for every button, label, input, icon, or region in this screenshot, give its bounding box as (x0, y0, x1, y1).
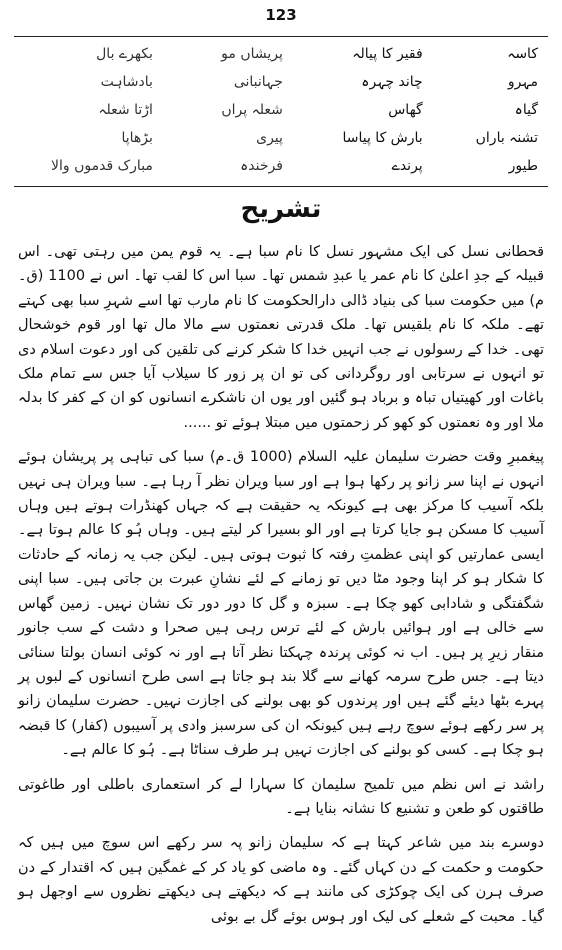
glossary-meaning: فقیر کا پیالہ (352, 46, 423, 62)
glossary-row (22, 96, 542, 124)
glossary-meaning: مبارک قدموں والا (51, 158, 153, 174)
glossary-row (22, 68, 542, 96)
glossary-meaning: بکھرے بال (96, 46, 153, 62)
glossary-term: کاسہ (507, 46, 538, 62)
glossary-term: جہانبانی (233, 74, 283, 90)
glossary-meaning: بارش کا پیاسا (342, 130, 423, 146)
glossary-meaning: چاند چہرہ (361, 74, 423, 90)
glossary-table (22, 40, 542, 180)
page-number: 123 (265, 6, 297, 24)
bottom-rule (14, 186, 548, 187)
glossary-term: شعلہ پراں (221, 102, 283, 118)
glossary-meaning: بادشاہت (100, 74, 153, 90)
glossary-term: گیاہ (514, 102, 538, 118)
paragraph: پیغمبرِ وقت حضرت سلیمان علیہ السلام (1000 ق۔م) سبا کی تباہی پر پریشان ہوئے انہوں نے اپنا سر زانو پر رکھا ہوا ہے اور سبا ویران نظر آ رہا ہے۔ سبا ویران ہی نہیں بلکہ آسیب کا مرکز بھی ہے کیونکہ یہ حقیقت ہے کہ جہاں کھنڈرات ہوتے ہیں وہاں آسیب کا مسکن ہو جایا کرتا ہے اور الو بسیرا کر لیتے ہیں۔ وہاں ہُو کا عالم ہوتا ہے۔ ایسی عمارتیں کو اپنی عظمتِ رفتہ کا ثبوت ہوتی ہیں۔ لیکن جب یہ زمانہ کے حادثات کا شکار ہو کر اپنا وجود مٹا دیں تو زمانے کے لئے نشانِ عبرت بن جاتی ہیں۔ سبا اپنی شگفتگی و شادابی کھو چکا ہے۔ سبزہ و گل کا دور دور تک نشان نہیں۔ زمین گھاس سے خالی ہے اور ہوائیں بارش کے لئے ترس رہی ہیں صحرا و دشت کے سب جانور منقار زیرِ پر ہیں۔ اب نہ کوئی پرندہ چہکتا نظر آتا ہے اور نہ کوئی انسان بولتا سنائی دیتا ہے۔ جس طرح سرمہ کھانے سے گلا بند ہو جاتا ہے اسی طرح انسانوں کے لبوں پر پہرے بٹھا دیئے گئے ہیں اور پرندوں کو بھی بولنے کی اجازت نہیں۔ حضرت سلیمان زانو پر سر رکھے ہوئے سوچ رہے ہیں کیونکہ ان کی سرسبز وادی پر آسیبوں (کفار) کا قبضہ ہو چکا ہے۔ کسی کو بولنے کی اجازت نہیں ہر طرف سناٹا ہے۔ ہُو کا عالم ہے۔ (18, 449, 544, 759)
glossary-row (22, 152, 542, 180)
glossary-row (22, 124, 542, 152)
explanation-body (18, 240, 544, 939)
glossary-term: مہرو (507, 74, 538, 90)
glossary-term: پریشاں مو (221, 46, 283, 62)
paragraph: دوسرے بند میں شاعر کہتا ہے کہ سلیمان زانو پہ سر رکھے اس سوچ میں ہیں کہ حکومت و حکمت کے دن کہاں گئے۔ وہ ماضی کو یاد کر کے غمگین ہیں کہ اقتدار کے دن صرف ہرن کی ایک چوکڑی کی مانند ہے کہ دیکھتے ہی دیکھتے نظروں سے اوجھل ہو گیا۔ محبت کے شعلے کی لیک اور ہوس بوئے گل بے بوئی (18, 835, 544, 925)
glossary-meaning: بڑھاپا (121, 130, 153, 146)
glossary-term: تشنہ باراں (475, 130, 538, 146)
glossary-term: فرخندہ (240, 158, 283, 174)
glossary-meaning: اڑتا شعلہ (98, 102, 153, 118)
section-heading: تشریح (240, 194, 322, 224)
glossary-row (22, 40, 542, 68)
glossary-meaning: پرندے (391, 158, 423, 174)
paragraph: راشد نے اس نظم میں تلمیح سلیمان کا سہارا لے کر استعماری باطلی اور طاغوتی طاقتوں کو طعن و تشنیع کا نشانہ بنایا ہے۔ (18, 776, 544, 817)
glossary-term: طیور (508, 158, 538, 174)
paragraph: قحطانی نسل کی ایک مشہور نسل کا نام سبا ہے۔ یہ قوم یمن میں رہتی تھی۔ اس قبیلہ کے جدِ اعلیٰ کا نام عمر یا عبدِ شمس تھا۔ سبا اس کا لقب تھا۔ اس نے 1100 (ق۔م) میں حکومت سبا کی بنیاد ڈالی دارالحکومت کا نام مارب تھا اسے شہرِ سبا بھی کہتے تھے۔ ملکہ کا نام بلقیس تھا۔ ملک قدرتی نعمتوں سے مالا مال تھا اور قوم خوشحال تھی۔ خدا کے رسولوں نے جب انہیں خدا کا شکر کرنے کی تلقین کی اور دعوت اسلام دی تو انہوں نے سرتابی اور روگردانی کی تو ان پر زور کا سیلاب آیا جس سے تمام ملک باغات اور کھیتیاں تباہ و برباد ہو گئیں اور یوں ان ناشکرے انسانوں کو ان کے کفر کا بدلہ ملا اور وہ نعمتوں کو کھو کر زحمتوں میں مبتلا ہوئے تو ...... (18, 244, 544, 431)
top-rule (14, 36, 548, 37)
glossary-meaning: گھاس (388, 102, 423, 118)
glossary-term: پیری (256, 130, 283, 146)
